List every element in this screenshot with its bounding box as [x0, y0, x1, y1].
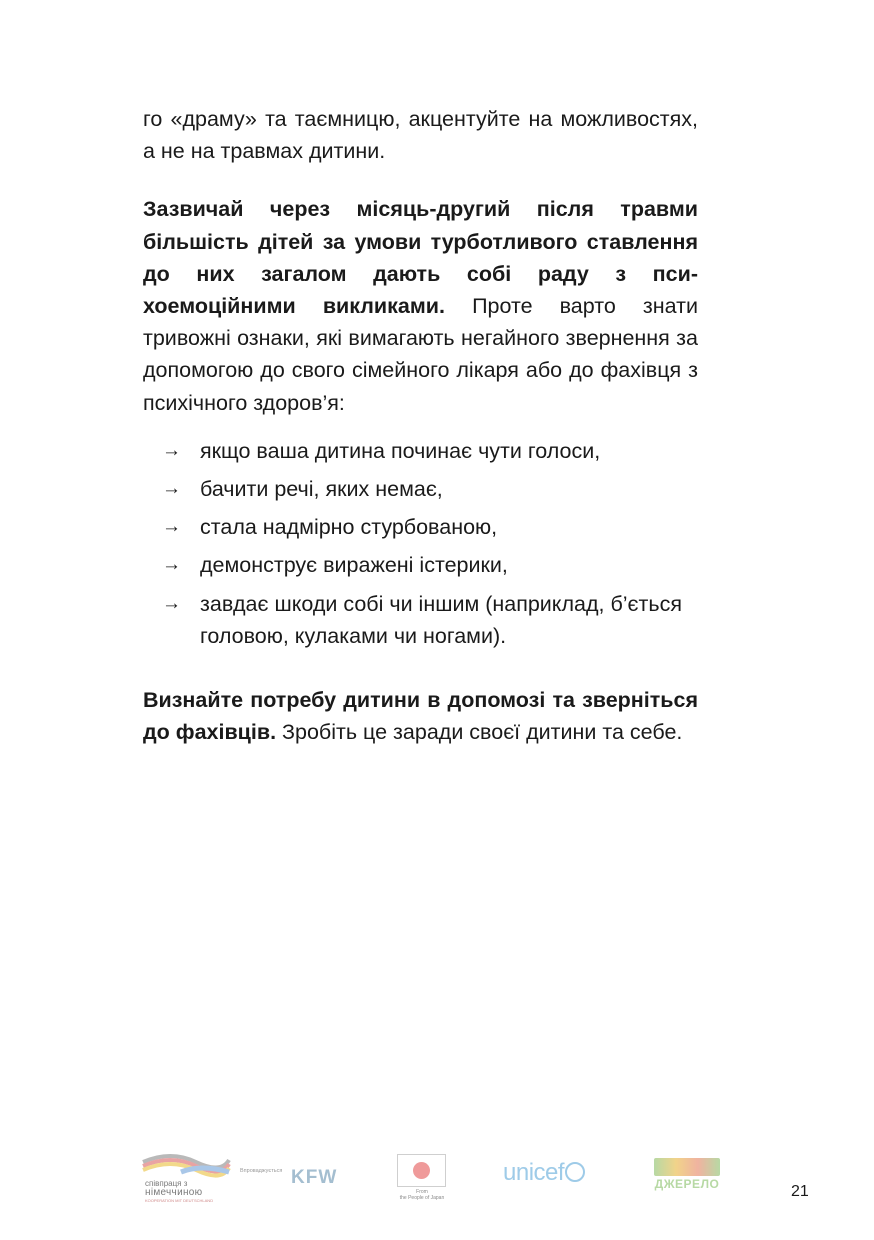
cooperation-germany-logo — [141, 1152, 231, 1202]
children-icon — [654, 1158, 720, 1176]
arrow-right-icon: → — [162, 439, 181, 461]
flag-wave-icon — [141, 1152, 231, 1182]
list-item-text: демонструє виражені істерики, — [200, 553, 508, 578]
globe-icon — [565, 1162, 585, 1182]
japan-logo — [392, 1154, 452, 1210]
page-number: 21 — [791, 1183, 809, 1200]
unicef-wordmark: unicef — [503, 1159, 565, 1186]
list-item-text: стала надмірно стурбованою, — [200, 515, 498, 540]
list-item — [162, 435, 698, 467]
list-item-text: якщо ваша дитина починає чути голоси, — [200, 438, 601, 463]
implemented-by-label: Впроваджується — [240, 1168, 283, 1174]
japan-sun-icon — [413, 1162, 430, 1179]
arrow-right-icon: → — [162, 592, 181, 614]
list-item — [162, 473, 698, 505]
arrow-right-icon: → — [162, 516, 181, 538]
unicef-logo — [503, 1159, 585, 1187]
list-item — [162, 588, 698, 652]
arrow-right-icon: → — [162, 554, 181, 576]
japan-flag-icon — [397, 1154, 446, 1187]
list-item-text: завдає шкоди собі чи іншим (наприклад, б’ється головою, кулаками чи ногами). — [200, 591, 682, 648]
footer-logos — [0, 1148, 874, 1218]
paragraph-3-text: Зробіть це заради своєї дитини та себе. — [276, 720, 683, 745]
paragraph-2-text: Проте варто знати тривожні ознаки, які вимагають негайного звернення за допомогою до свого сімейного лікаря або до фахівця з психічного здоров’я: — [143, 294, 698, 415]
japan-from-text: From the People of Japan — [399, 1189, 445, 1201]
arrow-right-icon: → — [162, 478, 181, 500]
page-content — [143, 103, 698, 748]
paragraph-1 — [143, 103, 698, 167]
list-item — [162, 511, 698, 543]
paragraph-2 — [143, 193, 698, 418]
dzherelo-logo — [652, 1158, 722, 1198]
coop-line-2: німеччиною — [145, 1187, 203, 1198]
paragraph-1-text: го «драму» та таємницю, акцентуйте на можливостях, а не на травмах дитини. — [143, 107, 698, 164]
list-item — [162, 549, 698, 581]
coop-line-3: KOOPERATION MIT DEUTSCHLAND — [145, 1198, 214, 1203]
kfw-logo: KFW — [291, 1167, 338, 1188]
coop-line-1: співпраця з — [145, 1179, 188, 1188]
paragraph-2-bold: Зазвичай через місяць-другий після травми більшість дітей за умови турботливого ставлення до них загалом дають собі раду з психоемоційними викликами. — [143, 197, 698, 319]
dzherelo-wordmark: ДЖЕРЕЛО — [654, 1177, 720, 1191]
warning-signs-list — [143, 435, 698, 652]
paragraph-3-bold: Визнайте потребу дитини в допомозі та зверніться до фахівців. — [143, 688, 698, 745]
paragraph-3 — [143, 684, 698, 748]
list-item-text: бачити речі, яких немає, — [200, 477, 443, 502]
